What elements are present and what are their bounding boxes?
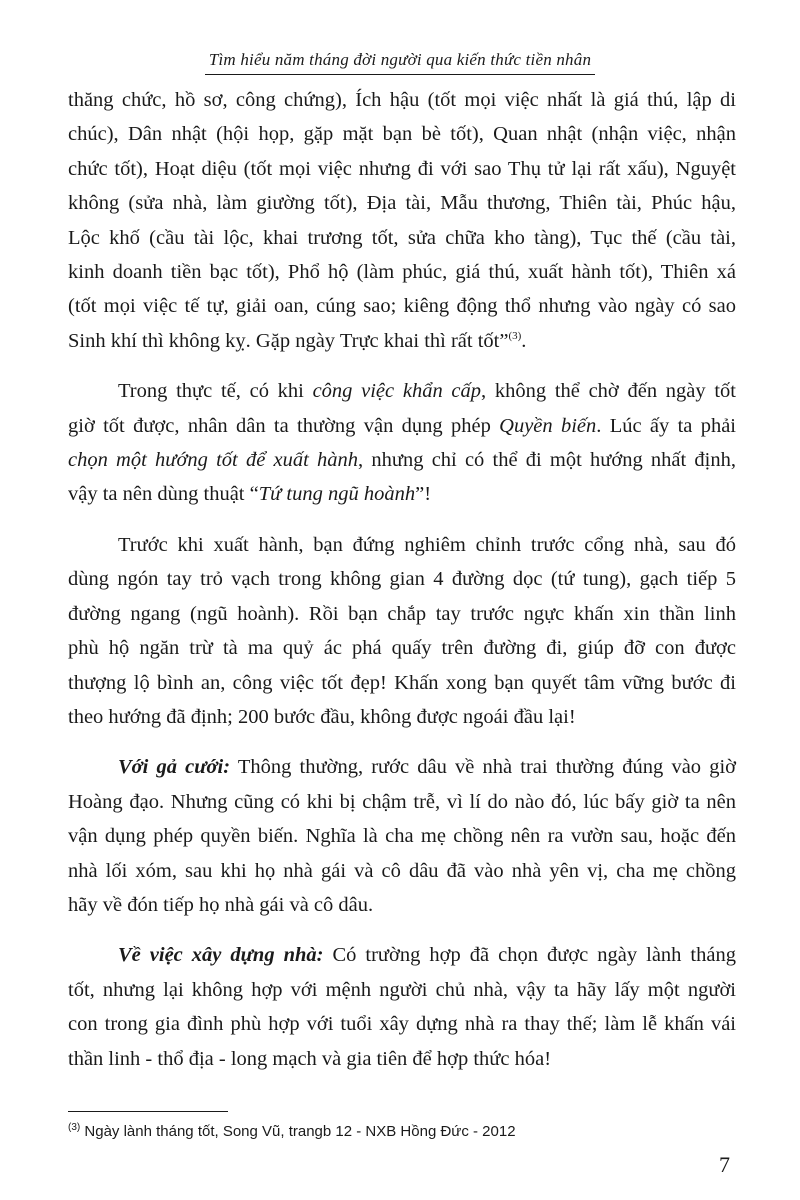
italic-text: Tứ tung ngũ hoành (258, 483, 416, 506)
text-line: theo hướng đã định; 200 bước đầu, không được ngoái đầu lại! (68, 705, 576, 728)
italic-text: Quyền biến (499, 414, 597, 437)
page-body (68, 83, 736, 1076)
text-line: hãy về đón tiếp họ nhà gái và cô dâu. (68, 893, 374, 916)
footnote-text: Ngày lành tháng tốt, Song Vũ, trangb 12 - NXB Hồng Đức - 2012 (80, 1123, 516, 1140)
italic-text: chọn một hướng tốt để xuất hành (68, 449, 359, 472)
text-line: nhà lối xóm, sau khi họ nhà gái và cô dâu đã vào nhà yên vị, cha mẹ chồng (68, 859, 736, 882)
text-line: con trong gia đình phù hợp với tuổi xây dựng nhà ra thay thế; làm lễ khấn vái (68, 1013, 736, 1036)
text-line: Lộc khố (cầu tài lộc, khai trương tốt, sửa chữa kho tàng), Tục thế (cầu tài, (68, 226, 736, 249)
paragraph-lead: Với gả cưới: (118, 756, 231, 779)
text-segment: ”! (415, 483, 432, 506)
text-line: chúc), Dân nhật (hội họp, gặp mặt bạn bè tốt), Quan nhật (nhận việc, nhận (68, 123, 736, 146)
text-line (68, 324, 736, 358)
text-line (68, 443, 736, 477)
text-segment: vậy ta nên dùng thuật “ (68, 483, 259, 506)
text-line: thần linh - thổ địa - long mạch và gia tiên để hợp thức hóa! (68, 1047, 552, 1070)
text-line: Trước khi xuất hành, bạn đứng nghiêm chỉnh trước cổng nhà, sau đó (118, 533, 736, 556)
paragraph-3 (68, 528, 736, 734)
text-line (68, 409, 736, 443)
text-segment: . (521, 329, 527, 352)
text-line (68, 374, 736, 408)
text-segment: Trong thực tế, có khi (118, 380, 313, 403)
footnote-marker: (3) (68, 1122, 81, 1133)
text-segment: giờ tốt được, nhân dân ta thường vận dụng phép (68, 414, 500, 437)
text-segment: , nhưng chỉ có thể đi một hướng nhất định, (358, 449, 737, 472)
paragraph-5 (68, 938, 736, 1076)
footnote-reference[interactable]: (3) (508, 330, 522, 343)
text-line: (tốt mọi việc tế tự, giải oan, cúng sao; kiêng động thổ nhưng vào ngày có sao (68, 295, 736, 318)
text-line: tốt, nhưng lại không hợp với mệnh người chủ nhà, vậy ta hãy lấy một người (68, 978, 736, 1001)
text-segment: Sinh khí thì không kỵ. Gặp ngày Trực khai thì rất tốt” (68, 329, 509, 352)
header-rule (205, 74, 595, 75)
text-line (68, 477, 736, 511)
italic-text: công việc khẩn cấp (312, 380, 482, 403)
paragraph-4 (68, 750, 736, 922)
text-line (68, 938, 736, 972)
text-line: thăng chức, hồ sơ, công chứng), Ích hậu (tốt mọi việc nhất là giá thú, lập di (68, 89, 736, 111)
text-line: đường ngang (ngũ hoành). Rồi bạn chắp tay trước ngực khấn xin thần linh (68, 602, 736, 625)
paragraph-1 (68, 83, 736, 358)
text-line: thượng lộ bình an, công việc tốt đẹp! Khấn xong bạn quyết tâm vững bước đi (68, 671, 736, 694)
text-segment: , không thể chờ đến ngày tốt (481, 380, 736, 403)
text-segment: . Lúc ấy ta phải (596, 414, 736, 437)
running-title: Tìm hiểu năm tháng đời người qua kiến thức tiền nhân (208, 50, 592, 69)
text-line: phù hộ ngăn trừ tà ma quỷ ác phá quấy trên đường đi, giúp đỡ con được (68, 637, 736, 660)
text-line: chức tốt), Hoạt diệu (tốt mọi việc nhưng đi với sao Thụ tử lại rất xấu), Nguyệt (68, 157, 736, 180)
paragraph-lead: Về việc xây dựng nhà: (118, 944, 324, 967)
text-line: không (sửa nhà, làm giường tốt), Địa tài, Mẫu thương, Thiên tài, Phúc hậu, (68, 192, 736, 215)
footnote (68, 1118, 516, 1142)
text-line: vận dụng phép quyền biến. Nghĩa là cha mẹ chồng nên ra vườn sau, hoặc đến (68, 825, 736, 848)
text-segment: Thông thường, rước dâu về nhà trai thường đúng vào giờ (230, 756, 736, 779)
page-number: 7 (719, 1152, 730, 1177)
paragraph-2 (68, 374, 736, 512)
running-header (205, 50, 595, 75)
text-line: dùng ngón tay trỏ vạch trong không gian 4 đường dọc (tứ tung), gạch tiếp 5 (68, 568, 736, 591)
text-line: Hoàng đạo. Nhưng cũng có khi bị chậm trễ, vì lí do nào đó, lúc bấy giờ ta nên (68, 790, 736, 813)
text-segment: Có trường hợp đã chọn được ngày lành tháng (323, 944, 736, 967)
footnote-separator (68, 1111, 228, 1112)
text-line (68, 750, 736, 784)
text-line: kinh doanh tiền bạc tốt), Phổ hộ (làm phúc, giá thú, xuất hành tốt), Thiên xá (68, 261, 736, 284)
